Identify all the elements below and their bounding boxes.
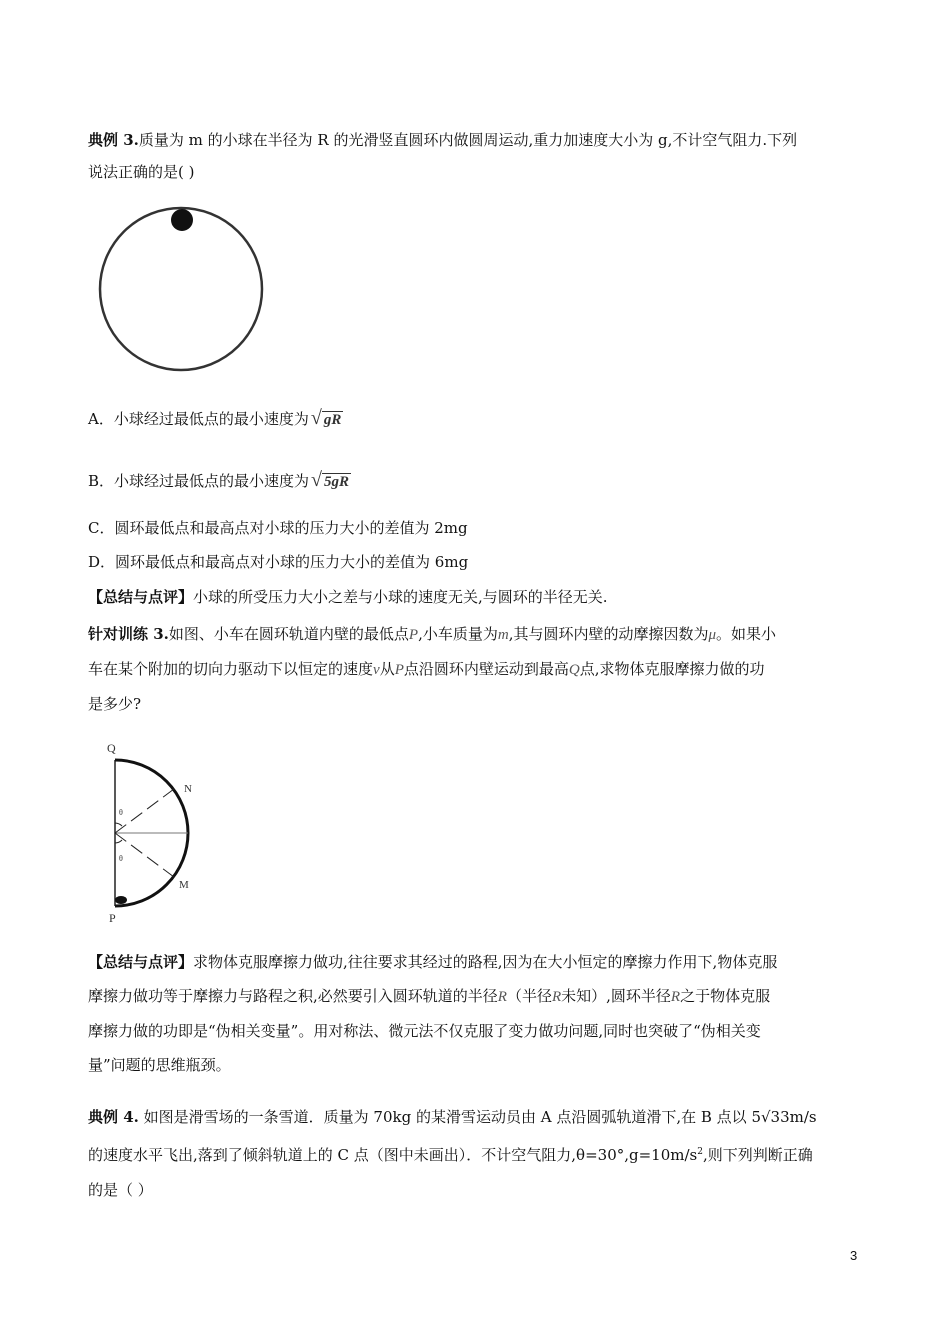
example4-text: 的是（ ） — [88, 1181, 153, 1199]
angle-arc-lower — [115, 840, 122, 843]
option-b-text: B．小球经过最低点的最小速度为 — [88, 472, 310, 490]
training3-text: ,其与圆环内壁的动摩擦因数为 — [508, 625, 709, 643]
summary2-text: 摩擦力做的功即是“伪相关变量”。用对称法、微元法不仅克服了变力做功问题,同时也突破了“伪相关变 — [88, 1022, 761, 1040]
training3-text: 点沿圆环内壁运动到最高 — [403, 660, 569, 678]
option-d: D．圆环最低点和最高点对小球的压力大小的差值为 6mg — [88, 553, 469, 571]
summary2-text: 量”问题的思维瓶颈。 — [88, 1056, 231, 1074]
label-theta-upper: θ — [119, 808, 123, 817]
option-a-text: A．小球经过最低点的最小速度为 — [88, 410, 309, 428]
summary2 — [88, 945, 868, 1082]
example3-question — [88, 124, 868, 188]
var-m: m — [497, 627, 509, 643]
summary2-text: （半径 — [506, 987, 552, 1005]
circle-track-figure — [92, 200, 274, 376]
option-a-math: gR — [323, 412, 342, 428]
radius-to-m — [115, 833, 178, 880]
option-a — [88, 402, 868, 436]
label-q: Q — [107, 741, 116, 755]
summary2-label: 【总结与点评】 — [88, 953, 194, 971]
label-p: P — [109, 911, 116, 925]
ball — [171, 209, 193, 231]
training3-text: 如图、小车在圆环轨道内壁的最低点 — [168, 625, 409, 643]
example3-label: 典例 3. — [88, 131, 139, 149]
example4-question — [88, 1100, 868, 1208]
var-r: R — [551, 989, 562, 1005]
summary2-text: 之于物体克服 — [680, 987, 771, 1005]
training3-question — [88, 617, 868, 721]
example4-text: 如图是滑雪场的一条雪道．质量为 70kg 的某滑雪运动员由 A 点沿圆弧轨道滑下,在 B 点以 5√33m/s — [138, 1108, 817, 1126]
radius-to-n — [115, 786, 178, 833]
summary2-text: 摩擦力做功等于摩擦力与路程之积,必然要引入圆环轨道的半径 — [88, 987, 498, 1005]
var-v: v — [373, 662, 380, 678]
training3-text: 是多少? — [88, 695, 142, 713]
training3-label: 针对训练 3. — [88, 625, 169, 643]
var-q: Q — [568, 662, 580, 678]
label-n: N — [184, 783, 192, 795]
var-mu: μ — [708, 627, 717, 643]
training3-text: 。如果小 — [716, 625, 777, 643]
var-r: R — [670, 989, 681, 1005]
label-theta-lower: θ — [119, 854, 123, 863]
summary2-text: 未知）,圆环半径 — [561, 987, 671, 1005]
example3-line2: 说法正确的是( ) — [88, 163, 195, 181]
var-p: P — [408, 627, 419, 643]
sqrt-gr-formula: √ gR — [310, 407, 342, 429]
option-b — [88, 464, 868, 498]
summary1 — [88, 581, 868, 613]
var-p: P — [394, 662, 404, 678]
page-number: 3 — [850, 1248, 858, 1263]
option-b-math: 5gR — [324, 474, 350, 490]
circle-track — [100, 208, 262, 370]
training3-text: ,小车质量为 — [418, 625, 498, 643]
training3-text: 点,求物体克服摩擦力做的功 — [579, 660, 765, 678]
summary2-text: 求物体克服摩擦力做功,往往要求其经过的路程,因为在大小恒定的摩擦力作用下,物体克服 — [193, 953, 778, 971]
option-c: C．圆环最低点和最高点对小球的压力大小的差值为 2mg — [88, 519, 468, 537]
summary1-label: 【总结与点评】 — [88, 588, 194, 606]
summary1-text: 小球的所受压力大小之差与小球的速度无关,与圆环的半径无关. — [193, 588, 608, 606]
sqrt-5gr-formula: √ 5gR — [311, 469, 350, 491]
example4-text: ,则下列判断正确 — [702, 1146, 813, 1164]
cart — [115, 896, 127, 904]
semicircle-track-figure — [100, 736, 210, 928]
superscript: 2 — [697, 1147, 703, 1157]
angle-arc-upper — [115, 823, 122, 826]
example3-line1: 质量为 m 的小球在半径为 R 的光滑竖直圆环内做圆周运动,重力加速度大小为 g,不计空气阻力.下列 — [138, 131, 798, 149]
example4-text: 的速度水平飞出,落到了倾斜轨道上的 C 点（图中未画出）．不计空气阻力,θ=30°,g=10m/s — [88, 1146, 698, 1164]
training3-text: 车在某个附加的切向力驱动下以恒定的速度 — [88, 660, 374, 678]
label-m: M — [179, 879, 189, 891]
training3-text: 从 — [379, 660, 395, 678]
example4-label: 典例 4. — [88, 1108, 139, 1126]
var-r: R — [497, 989, 507, 1005]
